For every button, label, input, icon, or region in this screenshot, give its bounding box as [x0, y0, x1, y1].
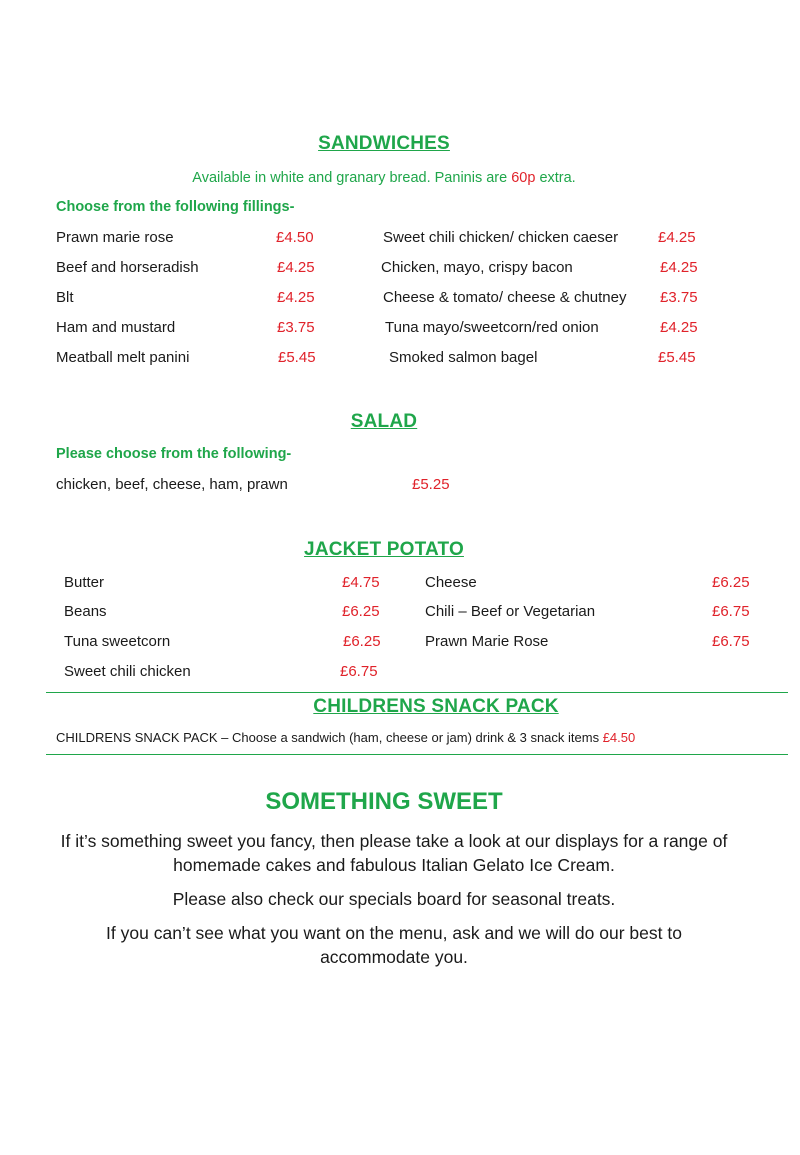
jacket-potato-heading: JACKET POTATO [304, 539, 464, 560]
childrens-snack-pack-description: CHILDRENS SNACK PACK – Choose a sandwich (ham, cheese or jam) drink & 3 snack items [56, 730, 603, 745]
sandwiches-note-text: Available in white and granary bread. Paninis are [192, 170, 512, 186]
menu-item-name: Prawn Marie Rose [425, 633, 549, 650]
sandwiches-note [0, 170, 768, 186]
salad-item: chicken, beef, cheese, ham, prawn [56, 476, 288, 493]
menu-item-price: £6.25 [342, 603, 380, 620]
menu-item-name: Beef and horseradish [56, 259, 199, 276]
menu-item-name: Sweet chili chicken/ chicken caeser [383, 229, 619, 246]
menu-item-price: £4.25 [658, 229, 696, 246]
menu-item-name: Tuna mayo/sweetcorn/red onion [385, 319, 599, 336]
menu-item-name: Sweet chili chicken [64, 663, 191, 680]
menu-item-price: £6.25 [712, 574, 750, 591]
menu-item-name: Meatball melt panini [56, 349, 190, 366]
panini-extra-price: 60p [511, 170, 536, 186]
menu-item-name: Blt [56, 289, 74, 306]
childrens-snack-pack-text [56, 730, 635, 745]
menu-item-price: £4.75 [342, 574, 380, 591]
menu-item-price: £6.75 [712, 603, 750, 620]
menu-item-price: £4.25 [277, 289, 315, 306]
something-sweet-paragraph-2: Please also check our specials board for seasonal treats. [172, 889, 616, 909]
menu-item-name: Butter [64, 574, 105, 591]
menu-item-name: Chicken, mayo, crispy bacon [381, 259, 573, 276]
menu-item-price: £4.25 [660, 319, 698, 336]
something-sweet-paragraph-3: If you can’t see what you want on the menu, ask and we will do our best to accommodate you. [106, 923, 682, 967]
menu-item-price: £5.45 [658, 349, 696, 366]
menu-item-name: Tuna sweetcorn [64, 633, 171, 650]
menu-item-name: Smoked salmon bagel [389, 349, 538, 366]
menu-item-name: Beans [64, 603, 107, 620]
menu-item-name: Cheese & tomato/ cheese & chutney [383, 289, 627, 306]
menu-item-name: Chili – Beef or Vegetarian [425, 603, 596, 620]
divider-bottom [46, 754, 788, 755]
salad-heading: SALAD [350, 411, 418, 432]
salad-price: £5.25 [412, 476, 450, 493]
salad-subheading: Please choose from the following- [56, 446, 292, 462]
menu-item-price: £6.75 [712, 633, 750, 650]
menu-item-price: £6.25 [343, 633, 381, 650]
something-sweet-heading: SOMETHING SWEET [265, 788, 503, 815]
menu-item-name: Ham and mustard [56, 319, 176, 336]
sandwiches-heading: SANDWICHES [318, 133, 450, 154]
menu-item-price: £3.75 [277, 319, 315, 336]
menu-item-price: £5.45 [278, 349, 316, 366]
fillings-subheading: Choose from the following fillings- [56, 199, 295, 215]
menu-item-price: £4.25 [660, 259, 698, 276]
menu-item-price: £3.75 [660, 289, 698, 306]
menu-item-price: £6.75 [340, 663, 378, 680]
menu-item-name: Prawn marie rose [56, 229, 174, 246]
menu-item-name: Cheese [425, 574, 477, 591]
menu-item-price: £4.25 [277, 259, 315, 276]
childrens-snack-pack-price: £4.50 [602, 730, 636, 745]
childrens-snack-pack-heading: CHILDRENS SNACK PACK [313, 696, 559, 717]
menu-item-price: £4.50 [276, 229, 314, 246]
sandwiches-note-end: extra. [535, 170, 576, 186]
something-sweet-paragraph-1: If it’s something sweet you fancy, then please take a look at our displays for a range of homemade cakes and fabulous Italian Gelato Ice Cream. [60, 831, 728, 875]
divider-top [46, 692, 788, 693]
